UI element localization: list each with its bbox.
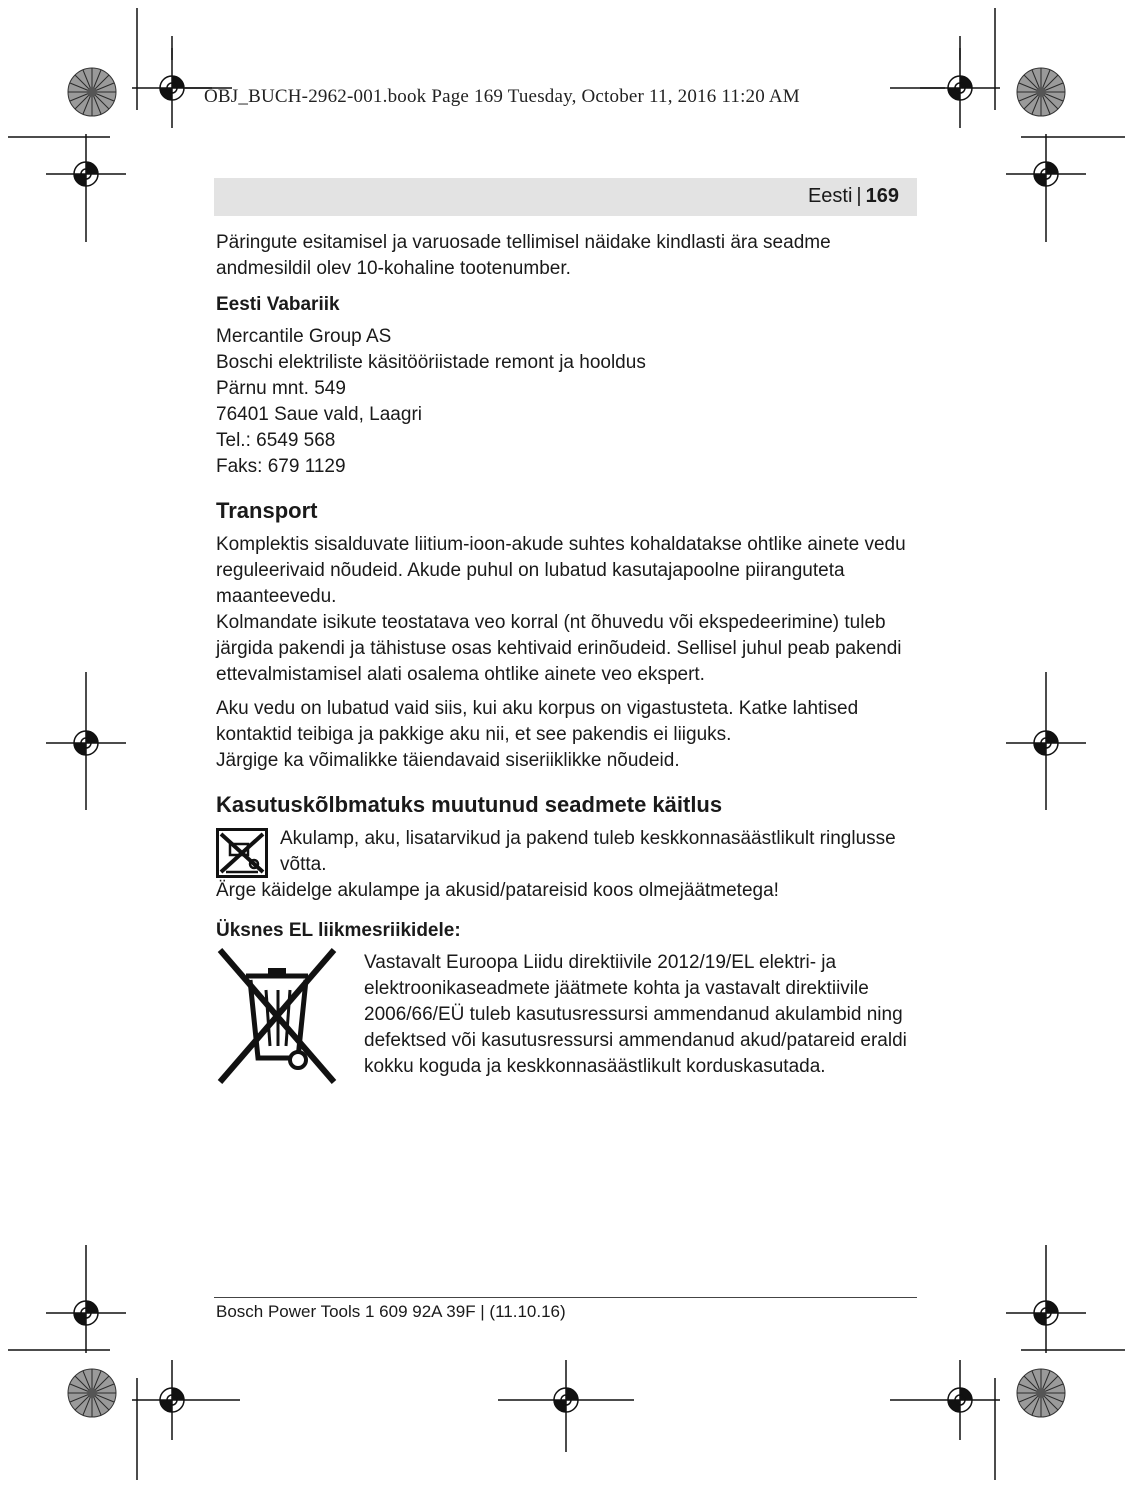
transport-paragraph: Aku vedu on lubatud vaid siis, kui aku korpus on vigastusteta. Katke lahtised kontaktid teibiga ja pakkige aku nii, et see pakendis ei liiguks. <box>216 698 859 745</box>
contact-block <box>216 324 918 480</box>
contact-line: Mercantile Group AS <box>216 326 392 347</box>
recycling-text: Akulamp, aku, lisatarvikud ja pakend tuleb keskkonnasäästlikult ringlusse võtta. <box>280 828 896 875</box>
footer-text: Bosch Power Tools 1 609 92A 39F | (11.10.16) <box>216 1302 566 1321</box>
page-number: 169 <box>865 185 899 207</box>
footer-rule <box>214 1297 917 1298</box>
contact-line: Pärnu mnt. 549 <box>216 378 346 399</box>
intro-paragraph: Päringute esitamisel ja varuosade tellimisel näidake kindlasti ära seadme andmesildil olev 10-kohaline tootenumber. <box>216 232 831 279</box>
page-content <box>216 230 918 1086</box>
book-print-info: OBJ_BUCH-2962-001.book Page 169 Tuesday, October 11, 2016 11:20 AM <box>204 86 800 107</box>
contact-line: Tel.: 6549 568 <box>216 430 336 451</box>
contact-country-heading: Eesti Vabariik <box>216 294 340 315</box>
header-text <box>808 185 899 208</box>
crossed-out-wheelie-bin-icon <box>216 946 338 1086</box>
transport-heading: Transport <box>216 498 318 523</box>
eu-heading: Üksnes EL liikmesriikidele: <box>216 920 461 941</box>
transport-paragraph: Kolmandate isikute teostatava veo korral (nt õhuvedu või ekspedeerimine) tuleb järgida pakendi ja tähistuse osas kehtivaid erinõudeid. Sellisel juhul peab pakendi ettevalmistamisel alati osalema ohtlike ainete veo ekspert. <box>216 612 902 685</box>
page-header <box>214 178 917 216</box>
eu-text: Vastavalt Euroopa Liidu direktiivile 2012/19/EL elektri- ja elektroonikaseadmete jäätmete kohta ja vastavalt direktiivile 2006/66/EÜ tuleb kasutusressursi ammendanud akulambid ning defektsed või kasutusressursi ammendanud akud/patareid eraldi kokku koguda ja keskkonnasäästlikult korduskasutada. <box>364 952 907 1077</box>
disposal-heading: Kasutuskõlbmatuks muutunud seadmete käitlus <box>216 792 723 817</box>
contact-line: Faks: 679 1129 <box>216 456 346 477</box>
recycling-note <box>216 826 918 878</box>
disposal-warning: Ärge käidelge akulampe ja akusid/patareisid koos olmejäätmetega! <box>216 880 779 901</box>
transport-paragraph: Komplektis sisalduvate liitium-ioon-akude suhtes kohaldatakse ohtlike ainete vedu reguleerivaid nõudeid. Akude puhul on lubatud kasutajapoolne piiranguteta maanteevedu. <box>216 534 906 607</box>
header-language: Eesti <box>807 185 853 207</box>
transport-paragraph: Järgige ka võimalikke täiendavaid siseriiklikke nõudeid. <box>216 750 680 771</box>
contact-line: Boschi elektriliste käsitööriistade remont ja hooldus <box>216 352 646 373</box>
contact-line: 76401 Saue vald, Laagri <box>216 404 422 425</box>
header-separator: | <box>856 185 862 207</box>
do-not-dispose-icon <box>216 828 268 878</box>
eu-note <box>216 950 918 1086</box>
